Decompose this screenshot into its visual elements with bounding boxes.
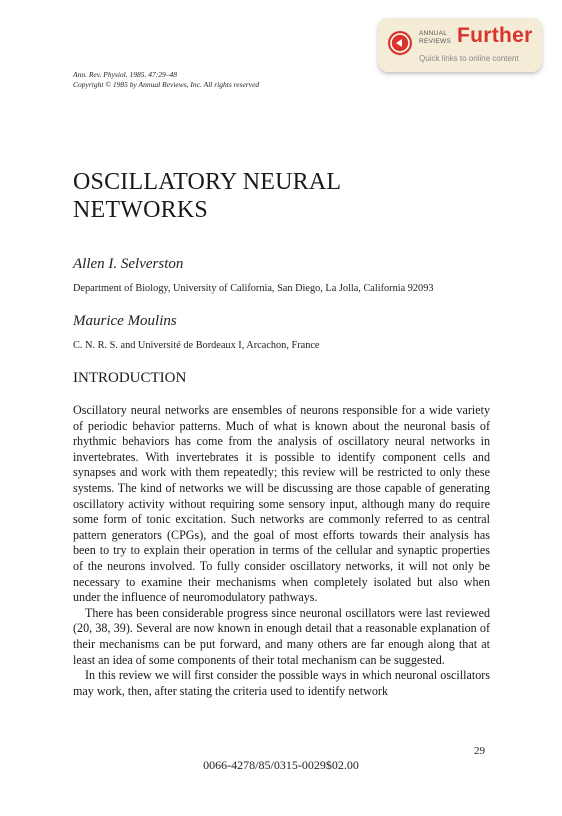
citation-journal: Ann. Rev. Physiol. 1985. 47:29–48 <box>73 70 178 79</box>
annual-reviews-line2: REVIEWS <box>419 37 452 45</box>
article-title: OSCILLATORY NEURAL NETWORKS <box>73 169 341 223</box>
footer-code: 0066-4278/85/0315-0029$02.00 <box>203 758 359 772</box>
section-heading: INTRODUCTION <box>73 370 187 386</box>
annual-reviews-label <box>419 30 459 45</box>
further-label: Further <box>457 24 533 47</box>
citation-copyright: Copyright © 1985 by Annual Reviews, Inc. All rights reserved <box>73 80 260 89</box>
author-name: Allen I. Selverston <box>73 256 184 272</box>
page-number: 29 <box>474 745 485 757</box>
quick-links-label: Quick links to online content <box>419 54 519 63</box>
arrow-left-icon <box>388 31 412 55</box>
paragraph: Oscillatory neural networks are ensembles of neurons responsible for a wide variety of periodic behavior patterns. Much of what is known about the neuronal basis of rhythmic behaviors has come from the analysis of oscillatory neural networks in invertebrates. With invertebrates it is possible to identify component cells and synapses and work with them repeatedly; this review will be restricted to only these systems. The kind of networks we will be discussing are those capable of generating oscillatory activity without requiring some sensory input, although many do require some form of tonic excitation. Such networks are commonly referred to as central pattern generators (CPGs), and the goal of most efforts towards their analysis has been to try to explain their operation in terms of the cellular and synaptic properties of the neurons involved. To fully consider oscillatory networks, it will not only be necessary to examine their mechanisms when completely isolated but also when under the influence of neuromodulatory pathways. <box>73 403 490 605</box>
article-body <box>73 403 490 699</box>
annual-reviews-line1: ANNUAL <box>419 30 448 37</box>
annual-reviews-further-banner[interactable] <box>378 18 542 72</box>
author-affiliation: Department of Biology, University of California, San Diego, La Jolla, California 92093 <box>73 283 434 294</box>
author-name: Maurice Moulins <box>73 313 177 329</box>
author-affiliation: C. N. R. S. and Université de Bordeaux I, Arcachon, France <box>73 340 320 351</box>
paragraph: In this review we will first consider the possible ways in which neuronal oscillators may work, then, after stating the criteria used to identify network <box>73 668 490 698</box>
paragraph: There has been considerable progress since neuronal oscillators were last reviewed (20, 38, 39). Several are now known in enough detail that a reasonable explanation of their mechanisms can be put forward, and many others are far enough along that at least an idea of some components of their total mechanism can be suggested. <box>73 605 490 667</box>
